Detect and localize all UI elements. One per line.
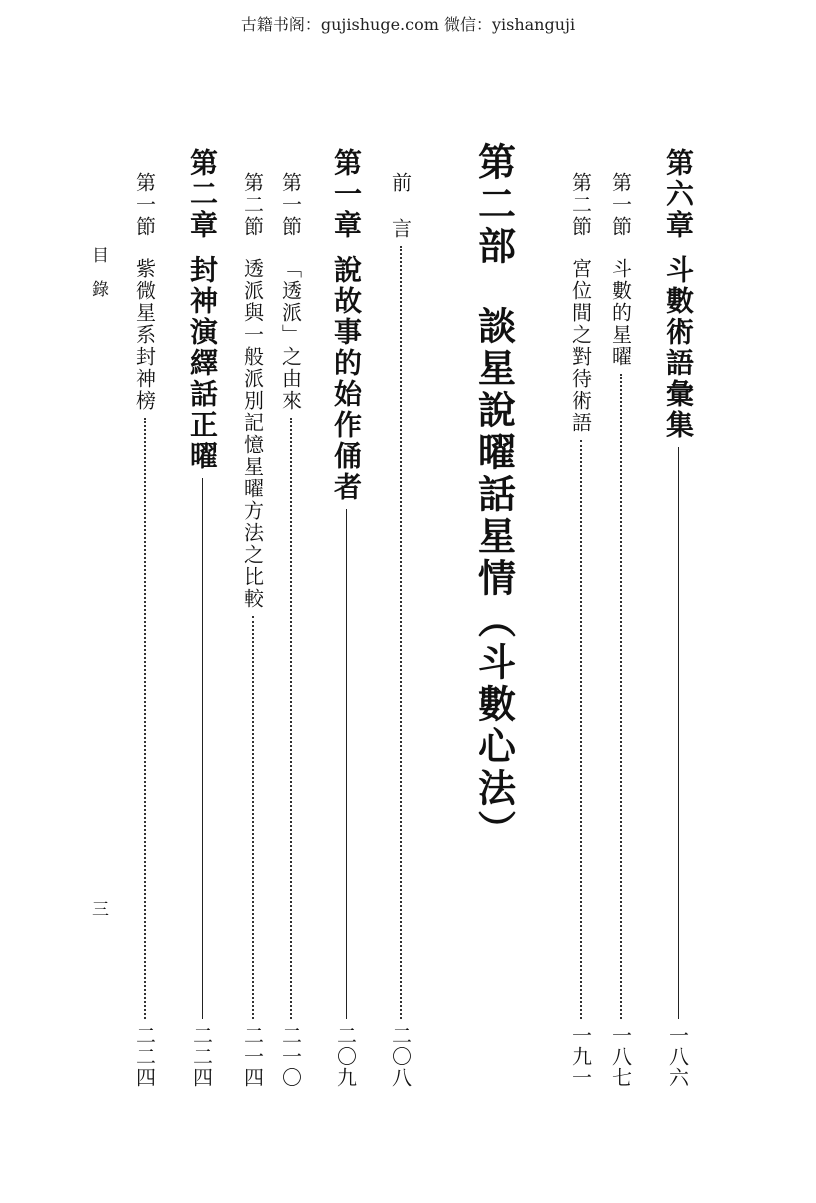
toc-label: 第一章 [330, 148, 363, 241]
toc-page: 一八七 [608, 1025, 633, 1088]
toc-label: 前 [388, 172, 413, 194]
toc-label: 第一節 [132, 172, 157, 238]
toc-label: 第二部 [471, 142, 517, 268]
toc-title: 斗數術語彙集 [662, 255, 695, 441]
toc-page: 二一〇 [278, 1025, 303, 1088]
toc-section-preface[interactable] [384, 172, 418, 1088]
toc-chapter-6[interactable] [656, 148, 700, 1088]
toc-title: 宮位間之對待術語 [568, 258, 593, 434]
toc-section-2-1[interactable] [128, 172, 162, 1088]
toc-leader [290, 418, 292, 1019]
toc-chapter-2[interactable] [180, 148, 224, 1088]
toc-page: 二二四 [132, 1025, 157, 1088]
toc-page: 二〇九 [333, 1025, 358, 1088]
toc-leader [202, 478, 203, 1019]
toc-label: 第二章 [186, 148, 219, 241]
toc-title: 透派與一般派別記憶星曜方法之比較 [240, 258, 265, 610]
toc-leader [580, 440, 582, 1019]
toc-page: 一九一 [568, 1025, 593, 1088]
toc-page: 二二四 [189, 1025, 214, 1088]
toc-leader [346, 509, 347, 1019]
toc-label: 第二節 [568, 172, 593, 238]
toc-title: 「透派」之由來 [278, 258, 303, 412]
toc-section-6-1[interactable] [604, 172, 638, 1088]
toc-leader [400, 246, 402, 1019]
toc-leader [678, 447, 679, 1019]
toc-chapter-1[interactable] [324, 148, 368, 1088]
toc-section-6-2[interactable] [564, 172, 598, 1088]
toc-label: 第一節 [608, 172, 633, 238]
toc-title: 紫微星系封神榜 [132, 258, 157, 412]
toc-part-2[interactable] [464, 142, 524, 902]
toc-page: 一八六 [665, 1025, 690, 1088]
toc-label: 第六章 [662, 148, 695, 241]
toc-page: 二一四 [240, 1025, 265, 1088]
running-header: 目 錄 [88, 246, 108, 297]
toc-title: 言 [388, 218, 413, 240]
toc-leader [252, 616, 254, 1019]
toc-title: 談星說曜話星情（斗數心法） [471, 306, 517, 852]
watermark: 古籍书阁：gujishuge.com 微信：yishanguji [240, 15, 576, 34]
page-number: 三 [88, 900, 108, 917]
toc-section-1-1[interactable] [274, 172, 308, 1088]
toc-leader [620, 374, 622, 1019]
toc-title: 斗數的星曜 [608, 258, 633, 368]
toc-label: 第一節 [278, 172, 303, 238]
toc-label: 第二節 [240, 172, 265, 238]
toc-leader [144, 418, 146, 1019]
toc-section-1-2[interactable] [236, 172, 270, 1088]
toc-title: 說故事的始作俑者 [330, 255, 363, 503]
toc-title: 封神演繹話正曜 [186, 255, 219, 472]
toc-page: 二〇八 [388, 1025, 413, 1088]
